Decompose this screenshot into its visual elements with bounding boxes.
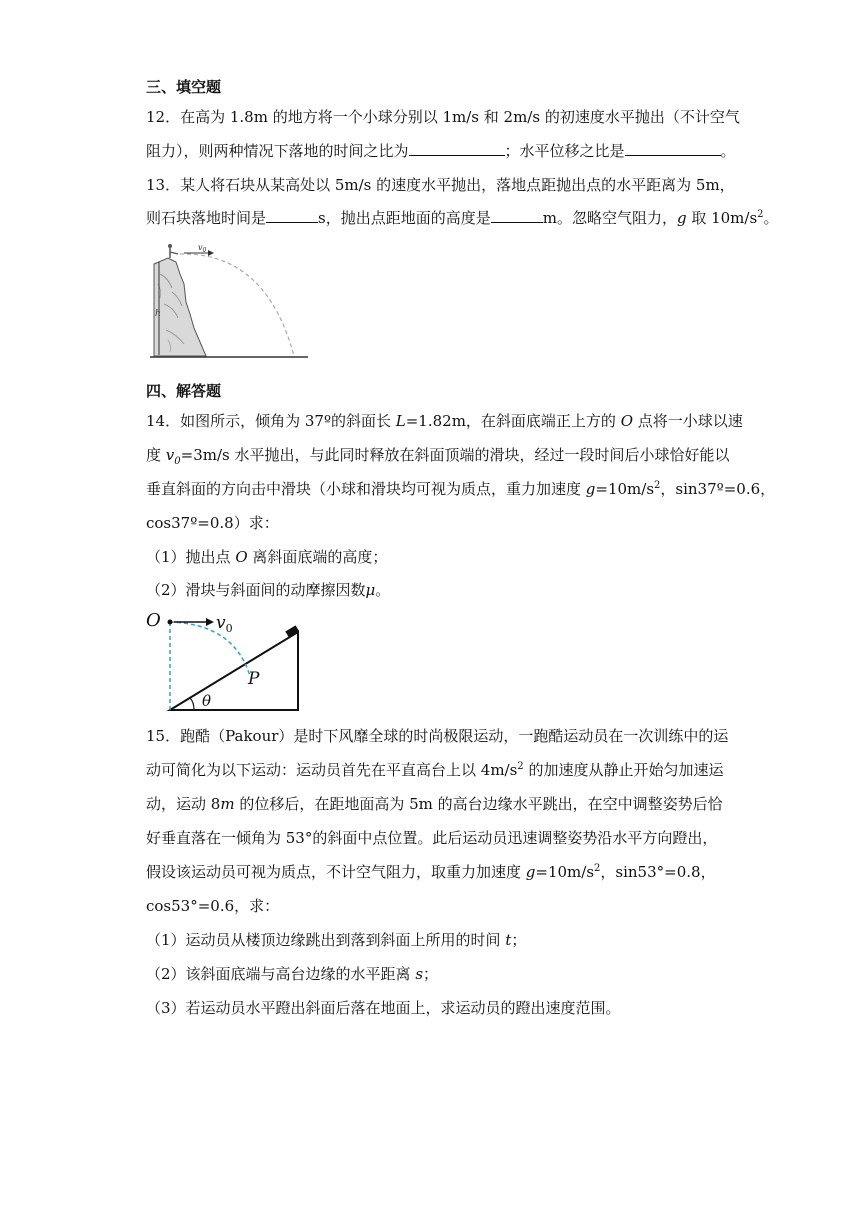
q15-line3 [146,794,723,814]
q12-blank-1 [409,141,505,156]
q14-s1O: O [235,548,248,566]
q15-s2b: ； [423,965,439,983]
q15-line5 [146,862,716,882]
q12-line2 [146,141,736,161]
q15-line1: 15．跑酷（Pakour）是时下风靡全球的时尚极限运动，一跑酷运动员在一次训练中的运 [146,727,729,745]
q13-text-a: 则石块落地时间是 [146,209,267,227]
q14-line2 [146,445,730,465]
q14-sup: 2 [654,480,661,491]
q13-line2 [146,208,779,228]
q15-s: s [415,965,424,983]
q14-s2b: 。 [375,581,391,599]
fig-v0-label: v [198,244,203,252]
fig-theta-label: θ [202,692,212,710]
q14-mu: μ [365,581,376,599]
q14-t3b: =10m/s [595,480,655,498]
q14-t2a: 度 [146,446,166,464]
q15-t5b: =10m/s [535,863,595,881]
q15-s2a: （2）该斜面底端与高台边缘的水平距离 [146,965,416,983]
q13-blank-1 [266,208,318,223]
q14-t1a: 14．如图所示，倾角为 37º的斜面长 [146,412,396,430]
q13-text-d: 取 10m/s [686,209,758,227]
q15-sup2: 2 [517,761,524,772]
q14-t1c: 点将一小球以速 [633,412,743,430]
q12-line1: 12．在高为 1.8m 的地方将一个小球分别以 1m/s 和 2m/s 的初速度水平抛出（不计空气 [146,108,740,126]
q15-sub1 [146,930,526,950]
fig-h-label: h [155,309,161,319]
cliff-projectile-figure [146,244,310,360]
q14-t2b: =3m/s 水平抛出，与此同时释放在斜面顶端的滑块，经过一段时间后小球恰好能以 [180,446,730,464]
q15-t2a: 动可简化为以下运动：运动员首先在平直高台上以 4m/s [146,761,518,779]
q15-line6: cos53°=0.6，求： [146,897,280,915]
q15-line2 [146,760,723,780]
q14-line1 [146,411,743,431]
fig-P-label: P [248,669,260,689]
fig-v-label: v [216,613,226,633]
q14-L: L [395,412,406,430]
q15-sub2 [146,964,438,984]
q15-m: m [220,795,235,813]
q14-v-sub: 0 [174,456,181,467]
q12-text-c: 。 [720,142,736,160]
q15-s1b: ； [511,931,527,949]
q12-text-b: ；水平位移之比是 [504,142,625,160]
q15-t5c: ，sin53°=0.8， [600,863,716,881]
q14-t3a: 垂直斜面的方向击中滑块（小球和滑块均可视为质点，重力加速度 [146,480,586,498]
q13-text-c: m。忽略空气阻力， [542,209,677,227]
q15-t5a: 假设该运动员可视为质点，不计空气阻力，取重力加速度 [146,863,526,881]
fig-v0-sub: 0 [202,247,207,254]
q15-t3b: 的位移后，在距地面高为 5m 的高台边缘水平跳出，在空中调整姿势后恰 [234,795,723,813]
q14-line3 [146,479,775,499]
q14-line4: cos37º=0.8）求： [146,514,279,532]
q14-s1b: 离斜面底端的高度； [247,548,388,566]
q15-s1a: （1）运动员从楼顶边缘跳出到落到斜面上所用的时间 [146,931,506,949]
q15-line4: 好垂直落在一倾角为 53°的斜面中点位置。此后运动员迅速调整姿势沿水平方向蹬出， [146,829,718,847]
q15-sub3: （3）若运动员水平蹬出斜面后落在地面上，求运动员的蹬出速度范围。 [146,999,621,1017]
q15-sup5: 2 [594,863,601,874]
section-title-solve: 四、解答题 [146,382,222,400]
fig-O-label: O [146,610,161,631]
q12-blank-2 [625,141,721,156]
q14-O: O [620,412,634,430]
svg-text:v0 [216,613,233,635]
q14-sub2 [146,580,390,600]
q14-v: v [165,446,175,464]
q13-sup: 2 [757,209,764,220]
q14-s1a: （1）抛出点 [146,548,236,566]
q14-s2a: （2）滑块与斜面间的动摩擦因数 [146,581,366,599]
q13-line1: 13．某人将石块从某高处以 5m/s 的速度水平抛出，落地点距抛出点的水平距离为 5m， [146,176,735,194]
q14-g: g [585,480,596,498]
q15-t: t [505,931,512,949]
q15-t3a: 动，运动 8 [146,795,221,813]
q13-text-f: 。 [763,209,779,227]
q13-text-b: s，抛出点距地面的高度是 [318,209,491,227]
q14-t1b: =1.82m，在斜面底端正上方的 [405,412,621,430]
q15-t2b: 的加速度从静止开始匀加速运 [523,761,724,779]
q12-text-a: 阻力），则两种情况下落地的时间之比为 [146,142,409,160]
q14-t3c: ，sin37º=0.6， [660,480,776,498]
q13-g-symbol: g [676,209,687,227]
q13-blank-2 [491,208,543,223]
section-title-fill-in: 三、填空题 [146,78,222,96]
fig-v-sub: 0 [225,622,233,635]
q15-g: g [525,863,536,881]
incline-figure [144,606,304,714]
q14-sub1 [146,547,387,567]
